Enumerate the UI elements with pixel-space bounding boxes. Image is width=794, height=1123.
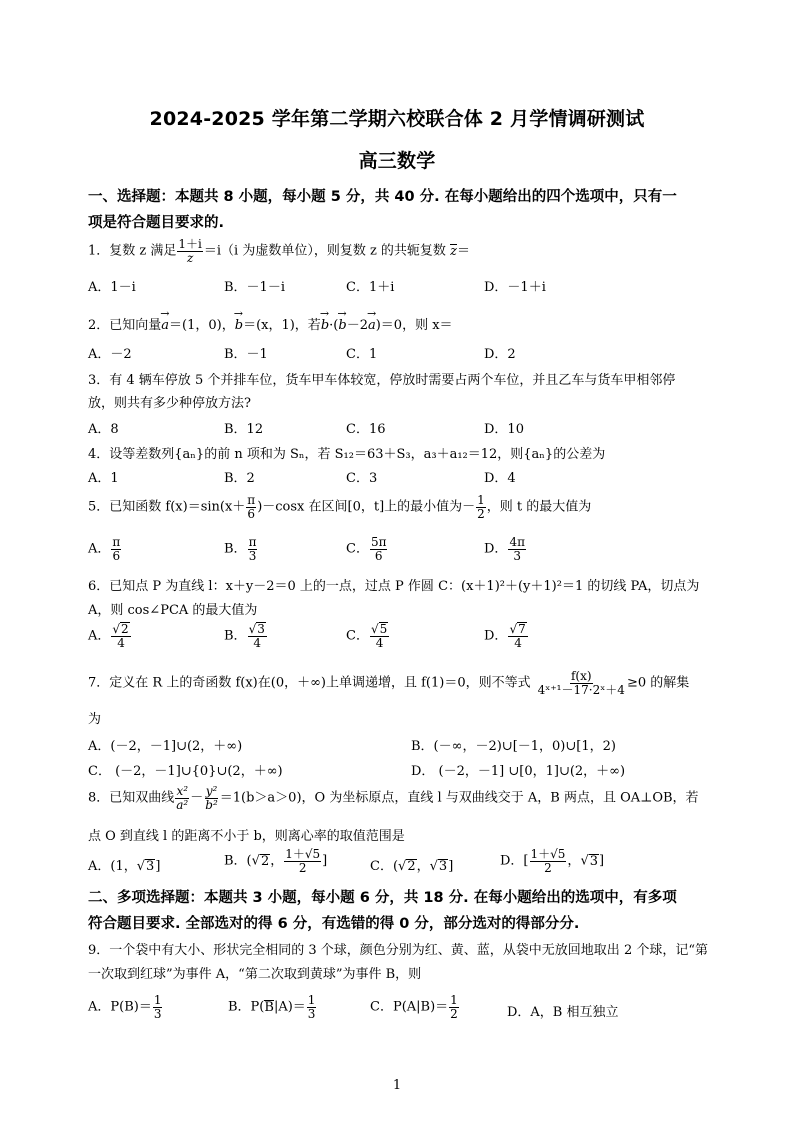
q6-option-c: C． $\frac{√5}{4}$ (346, 622, 388, 651)
question-3-line1: 3．有 4 辆车停放 5 个并排车位，货车甲车体较宽，停放时需要占两个车位，并且乙车与货车甲相邻停 (88, 373, 676, 388)
q5-option-a: A． $\frac{\pi}{6}$ (88, 535, 121, 563)
q6-option-b: B． $\frac{√3}{4}$ (224, 622, 265, 651)
q2-option-b: B．－1 (224, 347, 268, 362)
q6-option-a: A． $\frac{√2}{4}$ (88, 622, 129, 651)
q1-option-c: C．1＋i (346, 280, 395, 295)
question-9-line1: 9．一个袋中有大小、形状完全相同的 3 个球，颜色分别为红、黄、蓝，从袋中无放回地取出 2 个球，记“第 (88, 943, 708, 958)
question-1: 1．复数 z 满足 $\frac{1+i}{z}$ ＝i（i 为虚数单位），则复数 z 的共轭复数 z＝ (88, 237, 470, 265)
question-5: 5．已知函数 f(x)＝sin(x＋ $\frac{\pi}{6}$ )－cosx 在区间[0，t]上的最小值为－ $\frac{1}{2}$ ，则 t 的最大值为 (88, 493, 592, 521)
q3-option-c: C．16 (346, 422, 386, 437)
question-7: 7．定义在 R 上的奇函数 f(x)在(0，＋∞)上单调递增，且 f(1)＝0，则不等式 $\frac{f(x)}{\text{4ˣ⁺¹－17·2ˣ＋4}}$ ≥0 的解集 (88, 669, 690, 697)
question-4: 4．设等差数列{aₙ}的前 n 项和为 Sₙ，若 S₁₂＝63＋S₃，a₃＋a₁₂＝12，则{aₙ}的公差为 (88, 447, 606, 462)
q5-pi-over-6: $\frac{\pi}{6}$ (247, 493, 256, 521)
q8-option-a: A．(1，√3] (88, 859, 161, 874)
q7-option-b: B．(－∞，－2)∪[－1，0)∪[1，2) (411, 739, 616, 754)
question-9-line2: 一次取到红球”为事件 A，“第二次取到黄球”为事件 B，则 (88, 967, 422, 982)
q9-option-a: A．P(B)＝ $\frac{1}{3}$ (88, 993, 162, 1021)
exam-title: 2024-2025 学年第二学期六校联合体 2 月学情调研测试 (149, 108, 645, 130)
q4-option-c: C．3 (346, 471, 378, 486)
q5-option-b: B． $\frac{\pi}{3}$ (224, 535, 257, 563)
q9-option-d: D．A，B 相互独立 (507, 1005, 619, 1020)
q1-stem-post: ＝i（i 为虚数单位），则复数 z 的共轭复数 (203, 243, 446, 259)
section1-heading-line2: 项是符合题目要求的. (88, 215, 225, 231)
section1-heading-line1: 一、选择题：本题共 8 小题，每小题 5 分，共 40 分. 在每小题给出的四个选项中，只有一 (88, 189, 677, 205)
q9-option-c: C．P(A|B)＝ $\frac{1}{2}$ (370, 993, 458, 1021)
question-3-line2: 放，则共有多少种停放方法? (88, 396, 251, 411)
q8-option-c: C．(√2，√3] (370, 859, 454, 874)
q4-option-d: D．4 (484, 471, 516, 486)
q7-option-d: D． (－2，－1] ∪[0，1]∪(2，＋∞) (411, 764, 626, 779)
section2-heading-line2: 符合题目要求. 全部选对的得 6 分，有选错的得 0 分，部分选对的得部分分. (88, 916, 580, 932)
q1-option-b: B．－1－i (224, 280, 285, 295)
section2-heading-line1: 二、多项选择题：本题共 3 小题，每小题 6 分，共 18 分. 在每小题给出的选项中，有多项 (88, 890, 677, 906)
q5-one-half: $\frac{1}{2}$ (477, 493, 485, 521)
q2-option-d: D．2 (484, 347, 516, 362)
question-6-line2: A，则 cos∠PCA 的最大值为 (88, 603, 258, 618)
q1-zbar: z (450, 243, 457, 259)
q4-option-a: A．1 (88, 471, 119, 486)
q4-option-b: B．2 (224, 471, 255, 486)
q7-option-a: A．(－2，－1]∪(2，＋∞) (88, 739, 243, 754)
q2-option-c: C．1 (346, 347, 378, 362)
q8-option-d: D．[ $\frac{1+√5}{2}$ ，√3] (500, 847, 605, 875)
q1-option-a: A．1－i (88, 280, 136, 295)
q7-fraction: $\frac{f(x)}{\text{4ˣ⁺¹－17·2ˣ＋4}}$ (537, 669, 625, 697)
q1-option-d: D．－1＋i (484, 280, 546, 295)
q3-option-b: B．12 (224, 422, 264, 437)
q1-stem-pre: 1．复数 z 满足 (88, 243, 177, 259)
page-number: 1 (392, 1078, 402, 1093)
question-7-line2: 为 (88, 712, 102, 727)
q7-option-c: C． (－2，－1]∪{0}∪(2，＋∞) (88, 764, 283, 779)
q6-option-d: D． $\frac{√7}{4}$ (484, 622, 526, 651)
question-8-line2: 点 O 到直线 l 的距离不小于 b，则离心率的取值范围是 (88, 829, 405, 844)
question-6-line1: 6．已知点 P 为直线 l：x＋y－2＝0 上的一点，过点 P 作圆 C：(x＋1)²＋(y＋1)²＝1 的切线 PA，切点为 (88, 579, 700, 594)
vector-b: → b (235, 318, 243, 333)
question-8: 8．已知双曲线 $\frac{\text{x²}}{\text{a²}}$ － $\frac{\text{y²}}{\text{b²}}$ ＝1(b＞a＞0)，O 为坐标原点，直线 l 与双曲线交于 A，B 两点，且 OA⊥OB，若 (88, 784, 699, 812)
vector-a: → a (161, 318, 169, 333)
question-2: 2．已知向量→ a＝(1，0)，→ b＝(x，1)，若→ b·(→ b－2→ a)＝0，则 x＝ (88, 314, 453, 333)
q5-option-d: D． $\frac{4\pi}{3}$ (484, 535, 525, 563)
q2-option-a: A．－2 (88, 347, 132, 362)
q1-fraction: $\frac{1+i}{z}$ (178, 237, 202, 265)
q5-option-c: C． $\frac{5\pi}{6}$ (346, 535, 387, 563)
q9-option-b: B．P(B|A)＝ $\frac{1}{3}$ (228, 993, 316, 1021)
q8-option-b: B．(√2， $\frac{1+√5}{2}$ ] (224, 847, 328, 875)
exam-subtitle: 高三数学 (358, 150, 436, 172)
q3-option-a: A．8 (88, 422, 119, 437)
q3-option-d: D．10 (484, 422, 524, 437)
